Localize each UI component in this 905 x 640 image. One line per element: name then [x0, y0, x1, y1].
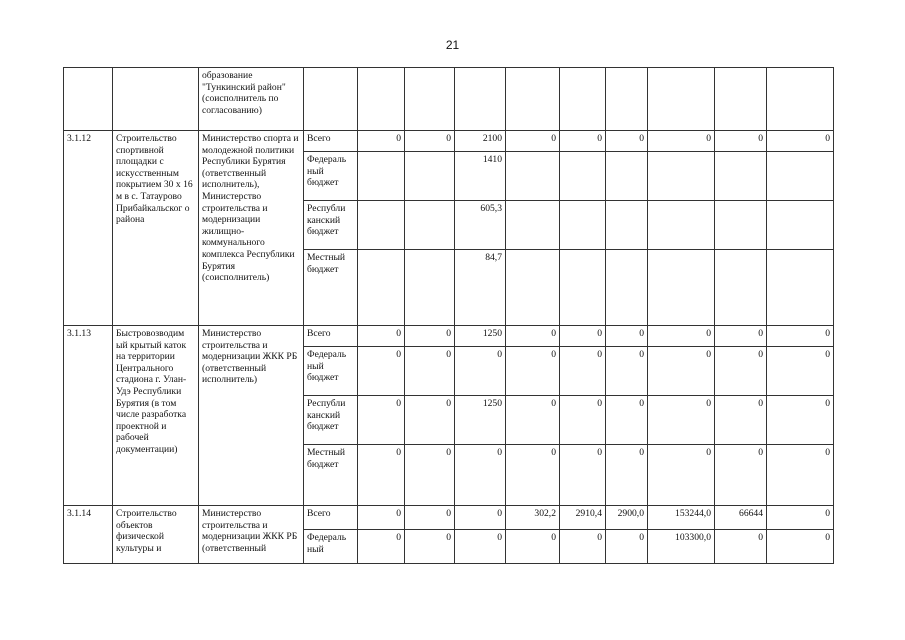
value-cell: [767, 201, 834, 250]
value-cell: 66644: [715, 506, 767, 530]
table-row: [64, 506, 834, 530]
value-cell: [715, 201, 767, 250]
value-cell: 0: [606, 396, 648, 445]
funding-source: Местный бюджет: [304, 445, 358, 506]
item-executor: Министерство строительства и модернизации ЖКК РБ (ответственный исполнитель): [199, 326, 304, 506]
value-cell: 2910,4: [560, 506, 606, 530]
value-cell: 0: [767, 326, 834, 347]
value-cell: 0: [715, 326, 767, 347]
value-cell: [405, 152, 455, 201]
funding-source: Федераль ный: [304, 530, 358, 564]
value-cell: 0: [715, 396, 767, 445]
value-cell: 0: [648, 347, 715, 396]
value-cell: 1250: [455, 326, 506, 347]
value-cell: 0: [358, 445, 405, 506]
value-cell: 0: [506, 530, 560, 564]
value-cell: 0: [715, 131, 767, 152]
value-cell: 0: [606, 131, 648, 152]
value-cell: 0: [715, 445, 767, 506]
funding-source: Федераль ный бюджет: [304, 347, 358, 396]
value-cell: 605,3: [455, 201, 506, 250]
value-cell: 0: [560, 445, 606, 506]
value-cell: [405, 201, 455, 250]
funding-source: Республи канский бюджет: [304, 201, 358, 250]
value-cell: [767, 152, 834, 201]
value-cell: 0: [506, 347, 560, 396]
value-cell: 2100: [455, 131, 506, 152]
value-cell: 0: [405, 131, 455, 152]
value-cell: [506, 250, 560, 326]
page-number: 21: [445, 38, 460, 52]
value-cell: 0: [455, 506, 506, 530]
value-cell: 0: [455, 445, 506, 506]
value-cell: 0: [358, 530, 405, 564]
value-cell: 0: [560, 530, 606, 564]
item-index: 3.1.14: [64, 506, 113, 564]
value-cell: 0: [715, 530, 767, 564]
value-cell: [560, 201, 606, 250]
item-executor: Министерство спорта и молодежной политики Республики Бурятия (ответственный исполнитель), Министерство строительства и модернизации жилищно-коммунального комплекса Республики Бурятия (соисполнитель): [199, 131, 304, 326]
value-cell: 0: [506, 445, 560, 506]
value-cell: 0: [648, 396, 715, 445]
value-cell: 0: [648, 445, 715, 506]
value-cell: 0: [715, 347, 767, 396]
value-cell: 103300,0: [648, 530, 715, 564]
value-cell: [606, 152, 648, 201]
table-row: [64, 131, 834, 152]
table-row: [64, 68, 834, 131]
executor-cell: образование "Тункинский район" (соисполнитель по согласованию): [199, 68, 304, 131]
value-cell: 0: [455, 530, 506, 564]
value-cell: [606, 250, 648, 326]
value-cell: 0: [560, 396, 606, 445]
value-cell: 0: [358, 326, 405, 347]
value-cell: [606, 201, 648, 250]
value-cell: [715, 250, 767, 326]
funding-source: Местный бюджет: [304, 250, 358, 326]
value-cell: 0: [358, 506, 405, 530]
name-cell: [113, 68, 199, 131]
item-index: 3.1.13: [64, 326, 113, 506]
program-table: [63, 67, 834, 564]
value-cell: 0: [767, 530, 834, 564]
value-cell: 0: [405, 506, 455, 530]
value-cell: 0: [405, 347, 455, 396]
funding-source: Всего: [304, 506, 358, 530]
item-name: Строительство объектов физической культуры и: [113, 506, 199, 564]
funding-source: Республи канский бюджет: [304, 396, 358, 445]
item-executor: Министерство строительства и модернизации ЖКК РБ (ответственный: [199, 506, 304, 564]
value-cell: 0: [606, 530, 648, 564]
item-index: 3.1.12: [64, 131, 113, 326]
value-cell: 1410: [455, 152, 506, 201]
value-cell: [358, 201, 405, 250]
value-cell: 0: [560, 326, 606, 347]
value-cell: 0: [506, 326, 560, 347]
value-cell: 0: [560, 347, 606, 396]
value-cell: [506, 201, 560, 250]
value-cell: [358, 250, 405, 326]
value-cell: [560, 152, 606, 201]
value-cell: 84,7: [455, 250, 506, 326]
value-cell: 0: [767, 445, 834, 506]
item-name: Быстровозводим ый крытый каток на территории Центрального стадиона г. Улан-Удэ Республики Бурятия (в том числе разработка проектной и рабочей документации): [113, 326, 199, 506]
value-cell: [715, 152, 767, 201]
value-cell: [560, 250, 606, 326]
value-cell: 0: [606, 347, 648, 396]
value-cell: 0: [358, 396, 405, 445]
item-name: Строительство спортивной площадки с искусственным покрытием 30 х 16 м в с. Татаурово Прибайкальског о района: [113, 131, 199, 326]
funding-source: Всего: [304, 131, 358, 152]
value-cell: 0: [455, 347, 506, 396]
value-cell: [648, 152, 715, 201]
value-cell: [506, 152, 560, 201]
value-cell: 0: [405, 445, 455, 506]
value-cell: 0: [767, 506, 834, 530]
value-cell: 0: [358, 347, 405, 396]
value-cell: 0: [405, 326, 455, 347]
funding-source: Федераль ный бюджет: [304, 152, 358, 201]
value-cell: 0: [648, 131, 715, 152]
value-cell: 0: [560, 131, 606, 152]
value-cell: [648, 201, 715, 250]
value-cell: [405, 250, 455, 326]
value-cell: [358, 152, 405, 201]
funding-source: Всего: [304, 326, 358, 347]
value-cell: [767, 250, 834, 326]
value-cell: 0: [767, 347, 834, 396]
value-cell: 1250: [455, 396, 506, 445]
value-cell: 0: [606, 326, 648, 347]
value-cell: 0: [358, 131, 405, 152]
value-cell: [648, 250, 715, 326]
value-cell: 0: [648, 326, 715, 347]
value-cell: 0: [767, 396, 834, 445]
value-cell: 2900,0: [606, 506, 648, 530]
value-cell: 0: [405, 396, 455, 445]
value-cell: 0: [606, 445, 648, 506]
value-cell: 0: [767, 131, 834, 152]
value-cell: 0: [506, 396, 560, 445]
value-cell: 0: [506, 131, 560, 152]
index-cell: [64, 68, 113, 131]
value-cell: 302,2: [506, 506, 560, 530]
value-cell: 153244,0: [648, 506, 715, 530]
value-cell: 0: [405, 530, 455, 564]
table-row: [64, 326, 834, 347]
